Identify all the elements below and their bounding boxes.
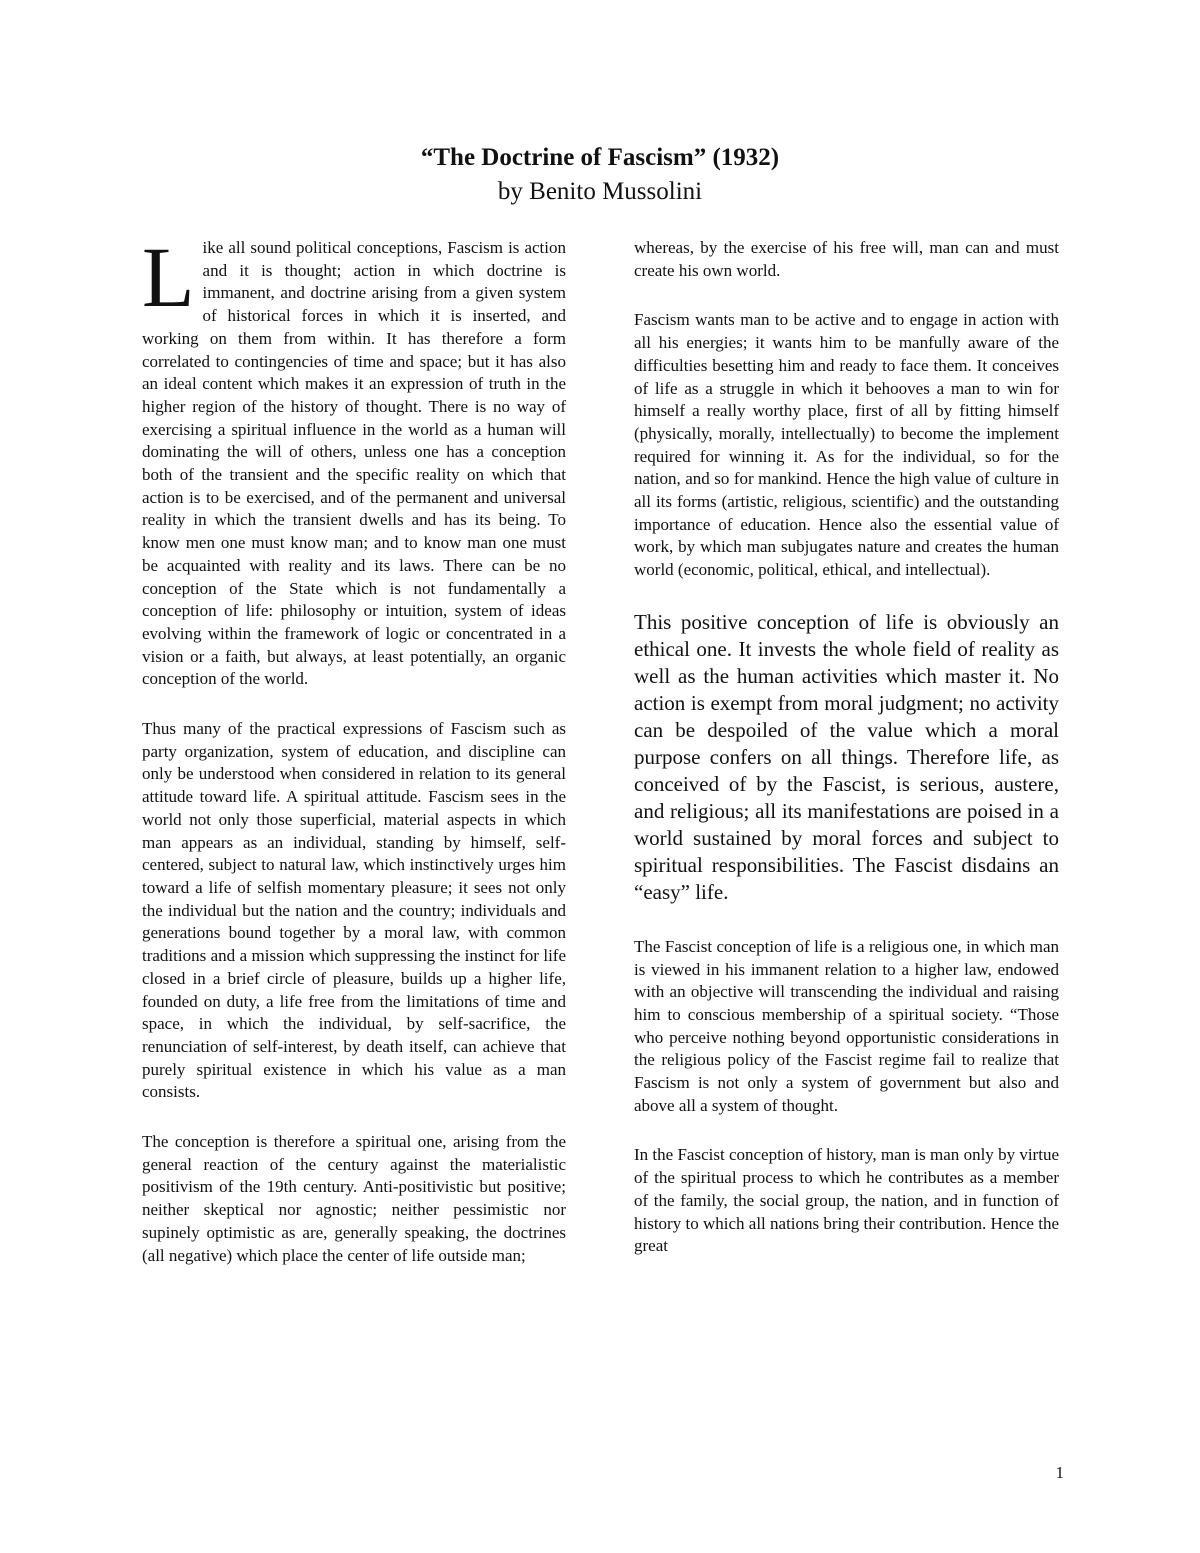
paragraph: Fascism wants man to be active and to engage in action with all his energies; it wants him to be manfully aware of the difficulties besetting him and ready to face them. It conceives of life as a struggle in which it behooves a man to win for himself a really worthy place, first of all by fitting himself (physically, morally, intellectually) to become the implement required for winning it. As for the individual, so for the nation, and so for mankind. Hence the high value of culture in all its forms (artistic, religious, scientific) and the outstanding importance of education. Hence also the essential value of work, by which man subjugates nature and creates the human world (economic, political, ethical, and intellectual). [634,310,1059,580]
paragraph [142,229,566,691]
right-column [634,237,1059,1285]
paragraph-large: This positive conception of life is obviously an ethical one. It invests the whole field of reality as well as the human activities which master it. No action is exempt from moral judgment; no activity can be despoiled of the value which a moral purpose confers on all things. Therefore life, as conceived of by the Fascist, is serious, austere, and religious; all its manifestations are poised in a world sustained by moral forces and subject to spiritual responsibilities. The Fascist disdains an “easy” life. [634,609,1059,904]
left-column [142,229,566,1294]
paragraph: whereas, by the exercise of his free will, man can and must create his own world. [634,238,1059,280]
paragraph-text: ike all sound political conceptions, Fascism is action and it is thought; action in which doctrine is immanent, and doctrine arising from a given system of historical forces in which it is inserted, and working on them from within. It has therefore a form correlated to contingencies of time and space; but it has also an ideal content which makes it an expression of truth in the higher region of the history of thought. There is no way of exercising a spiritual influence in the world as a human will dominating the will of others, unless one has a conception both of the transient and the specific reality on which that action is to be exercised, and of the permanent and universal reality in which the transient dwells and has its being. To know men one must know man; and to know man one must be acquainted with reality and its laws. There can be no conception of the State which is not fundamentally a conception of life: philosophy or intuition, system of ideas evolving within the framework of logic or concentrated in a vision or a faith, but always, at least potentially, an organic conception of the world. [142,238,566,689]
paragraph: The Fascist conception of life is a religious one, in which man is viewed in his immanent relation to a higher law, endowed with an objective will transcending the individual and raising him to conscious membership of a spiritual society. “Those who perceive nothing beyond opportunistic considerations in the religious policy of the Fascist regime fail to realize that Fascism is not only a system of government but also and above all a system of thought. [634,936,1059,1115]
document-author: by Benito Mussolini [497,178,703,205]
drop-cap: L [142,229,195,325]
paragraph: Thus many of the practical expressions of Fascism such as party organization, system of education, and discipline can only be understood when considered in relation to its general attitude toward life. A spiritual attitude. Fascism sees in the world not only those superficial, material aspects in which man appears as an individual, standing by himself, self-centered, subject to natural law, which instinctively urges him toward a life of selfish momentary pleasure; it sees not only the individual but the nation and the country; individuals and generations bound together by a moral law, with common traditions and a mission which suppressing the instinct for life closed in a brief circle of pleasure, builds up a higher life, founded on duty, a life free from the limitations of time and space, in which the individual, by self-sacrifice, the renunciation of self-interest, by death itself, can achieve that purely spiritual existence in which his value as a man consists. [142,719,566,1102]
paragraph: The conception is therefore a spiritual one, arising from the general reaction of the century against the materialistic positivism of the 19th century. Anti-positivistic but positive; neither skeptical nor agnostic; neither pessimistic nor supinely optimistic as are, generally speaking, the doctrines (all negative) which place the center of life outside man; [142,1132,566,1265]
paragraph: In the Fascist conception of history, man is man only by virtue of the spiritual process to which he contributes as a member of the family, the social group, the nation, and in function of history to which all nations bring their contribution. Hence the great [634,1145,1059,1256]
page-number: 1 [1055,1463,1064,1482]
document-title: “The Doctrine of Fascism” (1932) [420,144,780,171]
title-block [0,142,1200,208]
